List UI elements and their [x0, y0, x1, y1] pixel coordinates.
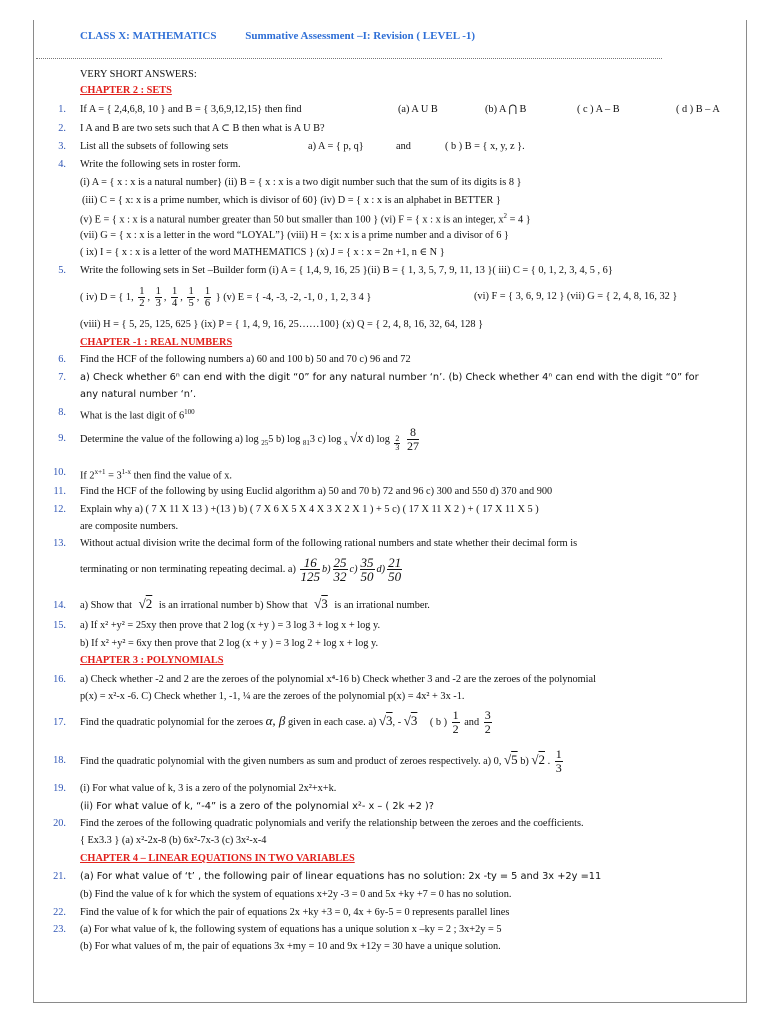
- fraction: $\frac{3}{2}$: [484, 708, 491, 737]
- question-4-line-1: (i) A = { x : x is a natural number} (ii) B = { x : x is a two digit number such that the sum of its digits is 8 }: [80, 177, 522, 188]
- question-15: a) If x² +y² = 25xy then prove that 2 log (x +y ) = 3 log 3 + log x + log y.: [80, 620, 381, 631]
- fraction: $\frac{21}{50}$: [388, 555, 402, 585]
- section-title: VERY SHORT ANSWERS:: [80, 69, 197, 80]
- q-number: 9.: [58, 433, 66, 444]
- question-13: Without actual division write the decimal form of the following rational numbers and state whether their decimal form is: [80, 538, 578, 549]
- q-number: 16.: [53, 674, 66, 685]
- question-19: (i) For what value of k, 3 is a zero of the polynomial 2x²+x+k.: [80, 783, 337, 794]
- q-number: 15.: [53, 620, 66, 631]
- class-title: CLASS X: MATHEMATICS: [80, 30, 217, 42]
- q-number: 23.: [53, 924, 66, 935]
- fraction: $\frac{16}{125}$: [300, 555, 320, 585]
- fraction: $\frac{1}{2}$: [139, 286, 145, 309]
- question-5-line-1: ( iv) D = { 1, $\frac{1}{2}$ , $\frac{1}{3}$ , $\frac{1}{4}$ , $\frac{1}{5}$ , $\frac{1}{6}$ } (v) E = { -4, -3, -2, -1, 0 , 1, 2, 3 4 } (vi) F = { 3, 6, 9, 12 } (vii) G = { 2, 4, 8, 16, 32 }: [80, 286, 678, 309]
- question-21: (a) For what value of ‘t’ , the following pair of linear equations has no solution: 2x -ty = 5 and 3x +2y =11: [80, 871, 602, 882]
- fraction: $\frac{1}{4}$: [172, 286, 178, 309]
- question-20: Find the zeroes of the following quadratic polynomials and verify the relationship between the zeroes and the coefficients.: [80, 818, 584, 829]
- question-19-line-2: (ii) For what value of k, “-4” is a zero of the polynomial x²- x – ( 2k +2 )?: [80, 801, 434, 812]
- q-number: 22.: [53, 907, 66, 918]
- q-number: 19.: [53, 783, 66, 794]
- log-base: $\frac{2}{3}$: [395, 434, 400, 452]
- chapter-polynomials-heading: CHAPTER 3 : POLYNOMIALS: [80, 655, 224, 666]
- fraction: $\frac{35}{50}$: [360, 555, 374, 585]
- question-12-line-2: are composite numbers.: [80, 521, 179, 532]
- question-14: a) Show that √2 is an irrational number b) Show that √3 is an irrational number.: [80, 596, 430, 611]
- question-5-line-2: (viii) H = { 5, 25, 125, 625 } (ix) P = { 1, 4, 9, 16, 25……100} (x) Q = { 2, 4, 8, 16, 32, 64, 128 }: [80, 319, 484, 330]
- chapter-sets-heading: CHAPTER 2 : SETS: [80, 85, 172, 96]
- question-2: I A and B are two sets such that A ⊂ B then what is A U B?: [80, 123, 325, 134]
- q-number: 4.: [58, 159, 66, 170]
- q-number: 7.: [58, 372, 66, 383]
- q-number: 8.: [58, 407, 66, 418]
- fraction: $\frac{1}{3}$: [555, 747, 562, 776]
- q-number: 20.: [53, 818, 66, 829]
- fraction: $\frac{1}{6}$: [204, 286, 211, 309]
- question-7: a) Check whether 6ⁿ can end with the digit “0” for any natural number ‘n’. (b) Check whether 4ⁿ can end with the digit “0” for: [80, 372, 699, 383]
- question-4: Write the following sets in roster form.: [80, 159, 241, 170]
- q-number: 3.: [58, 141, 66, 152]
- fraction: $\frac{1}{3}$: [155, 286, 161, 309]
- q-number: 17.: [53, 717, 66, 728]
- q-number: 2.: [58, 123, 66, 134]
- question-3: List all the subsets of following sets a) A = { p, q} and ( b ) B = { x, y, z }.: [80, 141, 525, 152]
- question-6: Find the HCF of the following numbers a) 60 and 100 b) 50 and 70 c) 96 and 72: [80, 354, 411, 365]
- question-23-line-2: (b) For what values of m, the pair of equations 3x +my = 10 and 9x +12y = 30 have a unique solution.: [80, 941, 501, 952]
- question-4-line-2: (iii) C = { x: x is a prime number, which is divisor of 60} (iv) D = { x : x is an alphabet in BETTER }: [82, 195, 501, 206]
- chapter-real-numbers-heading: CHAPTER -1 : REAL NUMBERS: [80, 337, 233, 348]
- question-4-line-5: ( ix) I = { x : x is a letter of the word MATHEMATICS } (x) J = { x : x = 2n +1, n ∈ N }: [80, 247, 445, 258]
- question-16-line-2: p(x) = x²-x -6. C) Check whether 1, -1, ¼ are the zeroes of the polynomial p(x) = 4x² + 3x -1.: [80, 691, 465, 702]
- fraction: $\frac{25}{32}$: [333, 555, 347, 585]
- q-number: 14.: [53, 600, 66, 611]
- question-22: Find the value of k for which the pair of equations 2x +ky +3 = 0, 4x + 6y-5 = 0 represents parallel lines: [80, 907, 510, 918]
- q-number: 12.: [53, 504, 66, 515]
- question-9: Determine the value of the following a) log $_{25}$5 b) log $_{81}$3 c) log $_x$ √x d) log $\frac{2}{3}$ $\frac{8}{27}$: [80, 425, 419, 454]
- question-5: Write the following sets in Set –Builder form (i) A = { 1,4, 9, 16, 25 }(ii) B = { 1, 3, 5, 7, 9, 11, 13 }( iii) C = { 0, 1, 2, 3, 4, 5 , 6}: [80, 265, 613, 276]
- question-18: Find the quadratic polynomial with the given numbers as sum and product of zeroes respectively. a) 0, √5 b) √2 . $\frac{1}{3}$: [80, 747, 562, 776]
- log-argument: $\frac{8}{27}$: [407, 425, 419, 454]
- chapter-linear-equations-heading: CHAPTER 4 – LINEAR EQUATIONS IN TWO VARIABLES: [80, 853, 355, 864]
- question-4-line-3: (v) E = { x : x is a natural number greater than 50 but smaller than 100 } (vi) F = { x : x is an integer, $x^2 = 4$ }: [80, 212, 531, 226]
- q-number: 13.: [53, 538, 66, 549]
- question-12: Explain why a) ( 7 X 11 X 13 ) +(13 ) b) ( 7 X 6 X 5 X 4 X 3 X 2 X 1 ) + 5 c) ( 17 X 11 X 2 ) + ( 17 X 11 X 5 ): [80, 504, 539, 515]
- fraction: $\frac{1}{5}$: [188, 286, 194, 309]
- question-4-line-4: (vii) G = { x : x is a letter in the word “LOYAL”} (viii) H = {x: x is a prime number and a divisor of 6 }: [80, 230, 509, 241]
- question-11: Find the HCF of the following by using Euclid algorithm a) 50 and 70 b) 72 and 96 c) 300 and 550 d) 370 and 900: [80, 486, 553, 497]
- q-number: 10.: [53, 467, 66, 478]
- q-number: 11.: [53, 486, 66, 497]
- q-number: 1.: [58, 104, 66, 115]
- assessment-title: Summative Assessment –I: Revision ( LEVEL -1): [245, 30, 476, 42]
- q-number: 5.: [58, 265, 66, 276]
- question-17: Find the quadratic polynomial for the zeroes α, β given in each case. a) √3, - √3 ( b ) $\frac{1}{2}$ and $\frac{3}{2}$: [80, 708, 491, 737]
- question-15-line-2: b) If x² +y² = 6xy then prove that 2 log (x + y ) = 3 log 2 + log x + log y.: [80, 638, 379, 649]
- question-10: If $2^{x+1} = 3^{1-x}$ then find the value of x.: [80, 468, 232, 482]
- question-16: a) Check whether -2 and 2 are the zeroes of the polynomial x⁴-16 b) Check whether 3 and -2 are the zeroes of the polynomial: [80, 674, 596, 685]
- fraction: $\frac{1}{2}$: [452, 708, 459, 737]
- question-13-line-2: terminating or non terminating repeating decimal. a) $\frac{16}{125}$ b) $\frac{25}{32}$ c) $\frac{35}{50}$ d) $\frac{21}{50}$: [80, 555, 402, 585]
- q-number: 21.: [53, 871, 66, 882]
- question-8: What is the last digit of $6^{100}$: [80, 408, 195, 422]
- question-21-line-2: (b) Find the value of k for which the system of equations x+2y -3 = 0 and 5x +ky +7 = 0 has no solution.: [80, 889, 512, 900]
- q-number: 18.: [53, 755, 66, 766]
- question-23: (a) For what value of k, the following system of equations has a unique solution x –ky = 2 ; 3x+2y = 5: [80, 924, 502, 935]
- question-1: If A = { 2,4,6,8, 10 } and B = { 3,6,9,12,15} then find (a) A U B (b) A ⋂ B ( c ) A – B ( d ) B – A: [80, 104, 720, 115]
- question-7-line-2: any natural number ‘n’.: [80, 389, 197, 400]
- question-20-line-2: { Ex3.3 } (a) x²-2x-8 (b) 6x²-7x-3 (c) 3x²-x-4: [80, 835, 267, 846]
- q-number: 6.: [58, 354, 66, 365]
